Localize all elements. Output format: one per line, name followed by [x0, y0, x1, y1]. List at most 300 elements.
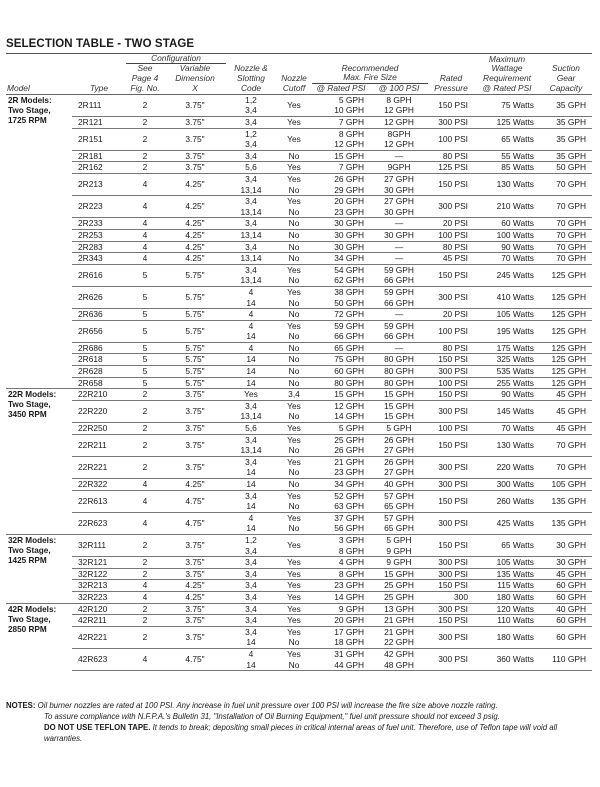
rated-gph-cell-line: 7 GPH: [338, 117, 364, 127]
nozzle-code-cell-line: 14: [246, 331, 256, 342]
nozzle-code-cell-line: 3,4: [245, 218, 257, 229]
dimension-cell: 5.75": [164, 377, 226, 389]
dimension-cell: 3.75": [164, 434, 226, 456]
dimension-cell: 4.25": [164, 253, 226, 265]
gph-100-cell-line: 65 GPH: [384, 501, 414, 512]
gph-100-cell-line: 15 GPH: [384, 389, 414, 400]
cutoff-cell: [276, 512, 312, 534]
page-title: SELECTION TABLE - TWO STAGE: [6, 38, 195, 50]
cutoff-cell: [276, 557, 312, 569]
table-row: [6, 253, 592, 265]
gph-100-cell: [370, 626, 428, 648]
fig-cell: 4: [126, 173, 164, 195]
model-label-line: 32R Models:: [8, 535, 57, 545]
pressure-cell: 100 PSI: [428, 128, 474, 150]
nozzle-code-cell-line: 14: [246, 354, 256, 365]
dimension-cell: 3.75": [164, 534, 226, 556]
suction-cell: 125 GPH: [540, 320, 592, 342]
suction-cell: 60 GPH: [540, 591, 592, 603]
fig-cell: 5: [126, 342, 164, 354]
wattage-cell: 90 Watts: [474, 389, 540, 401]
cutoff-cell-line: Yes: [287, 196, 301, 207]
fig-cell: 4: [126, 512, 164, 534]
wattage-cell: 220 Watts: [474, 456, 540, 478]
table-row: [6, 309, 592, 321]
fig-cell: 5: [126, 286, 164, 308]
dimension-cell: 4.75": [164, 648, 226, 670]
fig-cell: 2: [126, 94, 164, 116]
wattage-cell: 410 Watts: [474, 286, 540, 308]
nozzle-code-cell-line: 3,4: [245, 139, 257, 150]
cutoff-cell-line: No: [288, 501, 300, 512]
nozzle-code-cell: [226, 591, 276, 603]
gph-100-cell: [370, 264, 428, 286]
type-header: Type: [72, 83, 126, 94]
nozzle-code-cell-line: 3,4: [245, 603, 257, 614]
suction-header-2: Gear: [556, 72, 576, 83]
nozzle-code-cell: [226, 150, 276, 162]
rated-gph-cell-line: 5 GPH: [338, 94, 364, 105]
nozzle-code-cell: [226, 229, 276, 241]
gph-100-cell: [370, 286, 428, 308]
dimension-cell: 4.75": [164, 512, 226, 534]
table-row: [6, 603, 592, 615]
rated-gph-cell: [312, 400, 370, 422]
type-cell: 2R616: [72, 264, 126, 286]
gph-100-cell-line: 15 GPH: [384, 411, 414, 422]
dimension-cell: 4.25": [164, 580, 226, 592]
dimension-cell: 4.25": [164, 196, 226, 218]
gph-100-cell-line: 12 GPH: [384, 105, 414, 116]
gph-100-cell: [370, 309, 428, 321]
type-cell: 22R220: [72, 400, 126, 422]
gph-100-cell-line: 57 GPH: [384, 490, 414, 501]
rated-gph-cell: [312, 456, 370, 478]
type-cell: 2R233: [72, 218, 126, 230]
gph-100-cell-line: 8 GPH: [386, 94, 412, 105]
nozzle-code-cell-line: 3,4: [245, 264, 257, 275]
dimension-cell: 5.75": [164, 264, 226, 286]
pressure-cell: 300 PSI: [428, 286, 474, 308]
dimension-cell: 3.75": [164, 94, 226, 116]
cutoff-cell: [276, 150, 312, 162]
cutoff-cell-line: No: [288, 637, 300, 648]
nozzle-code-cell-line: 4: [248, 648, 254, 659]
cutoff-cell: [276, 434, 312, 456]
type-cell: 22R322: [72, 479, 126, 491]
gph-100-cell: [370, 94, 428, 116]
rated-gph-cell-line: 15 GPH: [334, 150, 364, 161]
rated-gph-cell: [312, 580, 370, 592]
nozzle-code-cell: [226, 626, 276, 648]
cutoff-cell-line: Yes: [287, 434, 301, 445]
pressure-cell: 100 PSI: [428, 423, 474, 435]
cutoff-cell-line: No: [288, 218, 300, 229]
rated-gph-cell: [312, 264, 370, 286]
wattage-cell: 100 Watts: [474, 229, 540, 241]
pressure-cell: 300 PSI: [428, 400, 474, 422]
pressure-cell: 300 PSI: [428, 456, 474, 478]
type-cell: 2R151: [72, 128, 126, 150]
wattage-cell: 90 Watts: [474, 241, 540, 253]
cutoff-cell-line: Yes: [287, 320, 301, 331]
cutoff-cell-line: No: [288, 184, 300, 195]
configuration-header: Configuration: [126, 54, 226, 64]
rated-gph-cell-line: 8 GPH: [338, 568, 364, 579]
pressure-cell: 80 PSI: [428, 342, 474, 354]
wattage-cell: 175 Watts: [474, 342, 540, 354]
wattage-header-3: Requirement: [483, 72, 531, 83]
cutoff-cell-line: No: [288, 229, 300, 240]
dimension-cell: 4.25": [164, 479, 226, 491]
gph-100-cell-line: 66 GPH: [384, 331, 414, 342]
fig-cell: 2: [126, 423, 164, 435]
rated-gph-cell: [312, 626, 370, 648]
gph-100-cell-line: 21 GPH: [384, 626, 414, 637]
fig-cell: 2: [126, 117, 164, 129]
suction-cell: 70 GPH: [540, 218, 592, 230]
rated-gph-cell-line: 25 GPH: [334, 434, 364, 445]
type-cell: 2R283: [72, 241, 126, 253]
nozzle-code-cell-line: 3,4: [245, 568, 257, 579]
wattage-cell: 535 Watts: [474, 366, 540, 378]
table-row: [6, 568, 592, 580]
rated-gph-cell-line: 65 GPH: [334, 342, 364, 353]
rated-gph-cell-line: 30 GPH: [334, 241, 364, 252]
nozzle-code-cell: [226, 512, 276, 534]
nozzle-code-cell-line: 3,4: [245, 490, 257, 501]
wattage-cell: 145 Watts: [474, 400, 540, 422]
fig-cell: 4: [126, 253, 164, 265]
suction-cell: 30 GPH: [540, 557, 592, 569]
gph-100-cell-line: 15 GPH: [384, 568, 414, 579]
pressure-cell: 150 PSI: [428, 354, 474, 366]
cutoff-cell-line: No: [288, 241, 300, 252]
gph-100-cell-line: 25 GPH: [384, 580, 414, 591]
gph-100-cell-line: 80 GPH: [384, 366, 414, 377]
gph-100-cell-line: 12 GPH: [384, 139, 414, 150]
nozzle-code-cell: [226, 196, 276, 218]
type-cell: 32R122: [72, 568, 126, 580]
rated-gph-cell: [312, 162, 370, 174]
rated-gph-cell: [312, 615, 370, 627]
dimension-cell: 4.25": [164, 229, 226, 241]
table-row: [6, 354, 592, 366]
wattage-cell: 75 Watts: [474, 94, 540, 116]
fig-cell: 2: [126, 603, 164, 615]
cutoff-cell: [276, 94, 312, 116]
gph-100-cell-line: 27 GPH: [384, 467, 414, 478]
pressure-cell: 100 PSI: [428, 377, 474, 389]
nozzle-code-cell: [226, 434, 276, 456]
gph-100-cell: [370, 557, 428, 569]
pressure-header-2: Pressure: [428, 83, 474, 94]
suction-cell: 135 GPH: [540, 490, 592, 512]
gph-100-cell: [370, 603, 428, 615]
dimension-cell: 5.75": [164, 320, 226, 342]
table-row: [6, 648, 592, 670]
fig-cell: 4: [126, 196, 164, 218]
pressure-cell: 300 PSI: [428, 196, 474, 218]
cutoff-cell: [276, 626, 312, 648]
gph-100-cell: [370, 162, 428, 174]
type-cell: 2R121: [72, 117, 126, 129]
cutoff-cell: [276, 218, 312, 230]
dimension-cell: 3.75": [164, 626, 226, 648]
dimension-cell: 3.75": [164, 117, 226, 129]
cutoff-cell-line: Yes: [287, 580, 301, 591]
nozzle-code-cell-line: 13,14: [240, 411, 262, 422]
suction-cell: 125 GPH: [540, 377, 592, 389]
rated-gph-cell: [312, 479, 370, 491]
gph-100-cell-line: 22 GPH: [384, 637, 414, 648]
rated-gph-cell: [312, 286, 370, 308]
type-cell: 22R250: [72, 423, 126, 435]
fig-cell: 2: [126, 534, 164, 556]
cutoff-cell-line: Yes: [287, 162, 301, 173]
nozzle-code-cell-line: 14: [246, 297, 256, 308]
cutoff-cell-line: Yes: [287, 568, 301, 579]
cutoff-cell: [276, 173, 312, 195]
fig-cell: 4: [126, 229, 164, 241]
wattage-cell: 125 Watts: [474, 117, 540, 129]
cutoff-cell-line: No: [288, 479, 300, 489]
dimension-cell: 3.75": [164, 557, 226, 569]
suction-cell: 135 GPH: [540, 512, 592, 534]
rated-gph-cell: [312, 366, 370, 378]
wattage-cell: 325 Watts: [474, 354, 540, 366]
gph-100-cell: [370, 568, 428, 580]
type-cell: 22R613: [72, 490, 126, 512]
nozzle-code-cell-line: 1,2: [245, 534, 257, 545]
cutoff-cell: [276, 389, 312, 401]
cutoff-cell: [276, 128, 312, 150]
rated-gph-cell-line: 23 GPH: [334, 206, 364, 217]
cutoff-cell: [276, 615, 312, 627]
type-cell: 32R111: [72, 534, 126, 556]
pressure-cell: 300 PSI: [428, 568, 474, 580]
pressure-cell: 300 PSI: [428, 603, 474, 615]
rated-gph-cell-line: 72 GPH: [334, 309, 364, 320]
model-label-line: 3450 RPM: [8, 410, 47, 420]
fig-cell: 4: [126, 218, 164, 230]
rated-gph-cell: [312, 591, 370, 603]
wattage-cell: 55 Watts: [474, 150, 540, 162]
code-header-3: Code: [226, 83, 276, 94]
nozzle-code-cell-line: 4: [248, 309, 254, 320]
rated-gph-cell-line: 20 GPH: [334, 196, 364, 207]
teflon-warning-text: It tends to break; depositing small pieces in critical internal areas of fuel unit. Therefore, use of Teflon tape will void all warranties.: [44, 723, 558, 743]
cutoff-cell-line: Yes: [287, 423, 301, 434]
cutoff-cell-line: Yes: [287, 603, 301, 614]
rated-gph-cell-line: 38 GPH: [334, 286, 364, 297]
gph-100-cell: [370, 366, 428, 378]
suction-cell: 35 GPH: [540, 128, 592, 150]
dimension-cell: 4.75": [164, 490, 226, 512]
nozzle-code-cell-line: 13,14: [240, 229, 262, 240]
table-row: [6, 557, 592, 569]
rated-gph-cell: [312, 354, 370, 366]
wattage-cell: 105 Watts: [474, 557, 540, 569]
table-row: [6, 591, 592, 603]
cutoff-cell-line: No: [288, 354, 300, 365]
nozzle-code-cell-line: 13,14: [240, 275, 262, 286]
fig-cell: 4: [126, 591, 164, 603]
gph-100-cell: [370, 128, 428, 150]
pressure-cell: 100 PSI: [428, 229, 474, 241]
cutoff-cell-line: Yes: [287, 456, 301, 467]
dimension-cell: 3.75": [164, 603, 226, 615]
nozzle-code-cell-line: 3,4: [245, 196, 257, 207]
table-row: [6, 534, 592, 556]
model-label-line: Two Stage,: [8, 400, 51, 410]
nozzle-code-cell: [226, 94, 276, 116]
type-cell: 2R162: [72, 162, 126, 174]
gph-100-cell-line: 21 GPH: [384, 615, 414, 626]
dimension-cell: 3.75": [164, 162, 226, 174]
gph-100-cell: [370, 150, 428, 162]
suction-cell: 125 GPH: [540, 264, 592, 286]
gph-100-cell: [370, 389, 428, 401]
table-row: [6, 366, 592, 378]
table-row: [6, 264, 592, 286]
rated-gph-cell: [312, 173, 370, 195]
nozzle-code-cell-line: 3,4: [245, 173, 257, 184]
dimension-cell: 5.75": [164, 342, 226, 354]
model-label-line: Two Stage,: [8, 105, 51, 115]
model-label-line: 22R Models:: [8, 390, 57, 400]
suction-cell: 45 GPH: [540, 568, 592, 580]
rated-gph-cell-line: 7 GPH: [338, 162, 364, 173]
dim-header-1: Variable: [179, 63, 211, 74]
rated-gph-cell-line: 80 GPH: [334, 377, 364, 388]
nozzle-code-cell-line: 13,14: [240, 253, 262, 264]
rated-gph-cell-line: 37 GPH: [334, 512, 364, 523]
suction-cell: 60 GPH: [540, 626, 592, 648]
suction-cell: 45 GPH: [540, 423, 592, 435]
table-body: [6, 94, 592, 670]
suction-cell: 70 GPH: [540, 173, 592, 195]
pressure-cell: 150 PSI: [428, 264, 474, 286]
model-label-line: 2850 RPM: [8, 624, 47, 634]
gph-100-cell-line: 15 GPH: [384, 400, 414, 411]
table-row: [6, 400, 592, 422]
gph-100-cell: [370, 648, 428, 670]
cutoff-cell-line: Yes: [287, 490, 301, 501]
suction-cell: 105 GPH: [540, 479, 592, 491]
table-row: [6, 456, 592, 478]
table-row: [6, 229, 592, 241]
nozzle-code-cell-line: 4: [248, 286, 254, 297]
pressure-cell: 300 PSI: [428, 117, 474, 129]
table-row: [6, 218, 592, 230]
gph-100-cell-line: 27 GPH: [384, 445, 414, 456]
suction-cell: 35 GPH: [540, 117, 592, 129]
rated-gph-cell: [312, 309, 370, 321]
fig-cell: 5: [126, 366, 164, 378]
fig-cell: 4: [126, 580, 164, 592]
suction-header-3: Capacity: [540, 83, 592, 94]
suction-cell: 70 GPH: [540, 434, 592, 456]
gph-100-cell: [370, 320, 428, 342]
fig-cell: 2: [126, 456, 164, 478]
nozzle-code-cell: [226, 615, 276, 627]
type-cell: 32R223: [72, 591, 126, 603]
wattage-cell: 135 Watts: [474, 568, 540, 580]
dimension-cell: 3.75": [164, 150, 226, 162]
model-label-line: Two Stage,: [8, 545, 51, 555]
rated-gph-cell-line: 8 GPH: [338, 545, 364, 556]
pressure-cell: 150 PSI: [428, 94, 474, 116]
cutoff-cell: [276, 591, 312, 603]
wattage-cell: 65 Watts: [474, 128, 540, 150]
selection-table: [6, 54, 592, 671]
nozzle-code-cell-line: 3,4: [245, 545, 257, 556]
cutoff-cell-line: No: [288, 309, 300, 320]
wattage-cell: 255 Watts: [474, 377, 540, 389]
nozzle-code-cell-line: 3,4: [245, 626, 257, 637]
nozzle-code-cell-line: 14: [246, 659, 256, 670]
type-cell: 32R121: [72, 557, 126, 569]
model-label-line: 42R Models:: [8, 604, 57, 614]
pressure-cell: 100 PSI: [428, 320, 474, 342]
pressure-cell: 150 PSI: [428, 615, 474, 627]
gph-100-cell-line: 26 GPH: [384, 434, 414, 445]
rated-gph-cell-line: 34 GPH: [334, 253, 364, 264]
cutoff-cell: [276, 229, 312, 241]
cutoff-cell-line: No: [288, 366, 300, 377]
fig-cell: 5: [126, 264, 164, 286]
gph-100-cell-line: 9 GPH: [386, 557, 412, 568]
fig-cell: 5: [126, 320, 164, 342]
cutoff-cell-line: No: [288, 523, 300, 534]
cutoff-cell-line: No: [288, 445, 300, 456]
suction-cell: 70 GPH: [540, 456, 592, 478]
gph-100-cell: [370, 218, 428, 230]
table-row: [6, 320, 592, 342]
gph-100-cell-line: 40 GPH: [384, 479, 414, 489]
wattage-cell: 360 Watts: [474, 648, 540, 670]
gph-100-cell: [370, 400, 428, 422]
pressure-cell: 300 PSI: [428, 648, 474, 670]
model-header: Model: [6, 83, 72, 94]
cutoff-cell-line: Yes: [287, 512, 301, 523]
rated-gph-cell: [312, 377, 370, 389]
rated-gph-cell: [312, 117, 370, 129]
nozzle-code-cell-line: 3,4: [245, 615, 257, 626]
nozzle-code-cell: [226, 173, 276, 195]
gph-100-cell: [370, 456, 428, 478]
suction-cell: 125 GPH: [540, 309, 592, 321]
rated-gph-cell-line: 23 GPH: [334, 580, 364, 591]
nozzle-code-cell: [226, 580, 276, 592]
gph-100-cell-line: 48 GPH: [384, 659, 414, 670]
suction-cell: 35 GPH: [540, 94, 592, 116]
type-cell: 22R210: [72, 389, 126, 401]
nozzle-code-cell-line: 14: [246, 637, 256, 648]
nozzle-code-cell-line: 4: [248, 342, 254, 353]
nozzle-code-cell: [226, 309, 276, 321]
model-label-line: Two Stage,: [8, 614, 51, 624]
nozzle-code-cell-line: 3,4: [245, 117, 257, 127]
type-cell: 2R253: [72, 229, 126, 241]
wattage-cell: 195 Watts: [474, 320, 540, 342]
cutoff-cell: [276, 309, 312, 321]
gph-100-cell-line: —: [394, 309, 404, 320]
pressure-cell: 150 PSI: [428, 389, 474, 401]
cutoff-cell: [276, 253, 312, 265]
gph-100-cell-line: 65 GPH: [384, 523, 414, 534]
